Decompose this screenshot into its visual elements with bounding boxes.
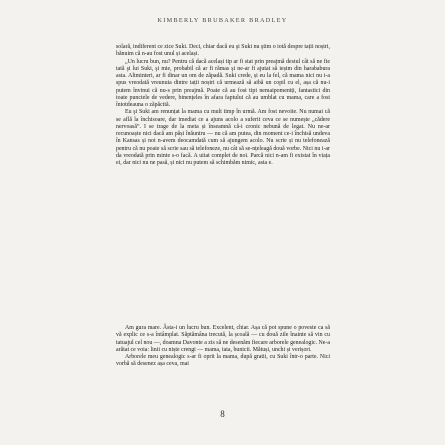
paragraph: solară, indiferent ce zice Suki. Deci, chiar dacă eu şi Suki nu ştim o iotă despre tații noștri, bănuim că n-au fost unul și același. — [116, 44, 330, 58]
paragraph: Am gura mare. Ăsta-i un lucru bun. Excelent, chiar. Așa că pot spune o poveste ca să vă explic ce s-a întâmplat. Săptămâna trecută, la școală — cu două zile înainte să vin cu tatuajul cel nou —, doamna Davonte a zis să ne desenăm fiecare arborele genealogic. Ne-a arătat ce voia: linii cu niște crengi — mama, tata, bunicii. Mătuși, unchi și verișori. — [116, 325, 330, 353]
paragraph: Eu şi Suki am renunțat la mama cu mult timp în urmă. Am fost nevoite. Nu numai că se află la închisoare, dar imediat ce a ajuns acolo a suferit ceva ce se numește „cădere nervoasă”. I se trage de la meta și înseamnă că-i cronic nebună de legat. Nu ne-ar recunoaște nici dacă am păși înăuntru — nu că am putea, din moment ce-i închisă undeva în Kansas și noi n-avem deocamdată cum să ajungem acolo. Nu scrie și nu telefonează pentru că nu poate să scrie sau să telefoneze, nu cât să se-nțeleagă două vorbe. Nici nu i-ar da vreodată prin minte s-o facă. A uitat complet de noi. Parcă nici n-am fi existat în viața ei, dar nici nu ne pasă, și nici nu putem să schimbăm nimic, asta e. — [116, 109, 330, 166]
body-text-section-two — [116, 325, 330, 369]
paragraph: „Un lucru bun, nu? Pentru că dacă același tip ar fi stat prin preajmă destul cât să ne fie tată şi lui Suki, şi mie, probabil că ar fi rămas şi ne-ar fi ajutat să ieșim din harababura asta. Altminteri, ar fi dinar un om de zăpadă. Suki crede, și eu la fel, că mama nici nu i-a spus vreodată vreunuia dintre tații noștri că urmează să aibă un copil cu el, așa că nu-i putem învinui că nu-s prin preajmă. Poate că au fost tipi nemaipomeniți, fantastici din toate punctele de vedere, binențeles în afara faptului că au umblat cu mama, care a fost întotdeauna o zăpăcită. — [116, 58, 330, 108]
body-text-section-one — [116, 44, 330, 167]
page-number: 8 — [220, 409, 225, 419]
running-head: KIMBERLY BRUBAKER BRADLEY — [157, 17, 288, 24]
paragraph: Arborele meu genealogic s-ar fi oprit la mama, după gratii, cu Suki într-o parte. Nici vorbă să desenez așa ceva, mai — [116, 354, 330, 368]
